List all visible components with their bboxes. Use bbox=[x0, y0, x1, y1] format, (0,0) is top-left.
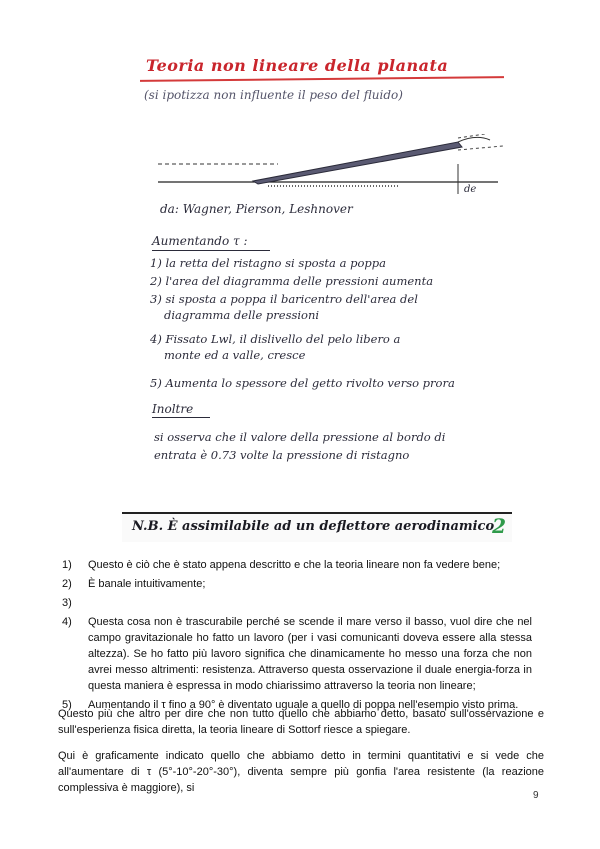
handwritten-item: 5) Aumenta lo spessore del getto rivolto verso prora bbox=[150, 376, 455, 390]
list-text: Questo è ciò che è stato appena descritto e che la teoria lineare non fa vedere bene; bbox=[88, 559, 501, 571]
nb-banner bbox=[122, 512, 512, 542]
page-number: 9 bbox=[533, 790, 539, 801]
nb-number: 2 bbox=[492, 514, 506, 538]
list-number: 1) bbox=[62, 559, 72, 571]
list-text: È banale intuitivamente; bbox=[88, 578, 206, 590]
aumentando-heading: Aumentando τ : bbox=[152, 234, 248, 248]
observation-line: si osserva che il valore della pressione al bordo di bbox=[154, 430, 446, 444]
observation-line: entrata è 0.73 volte la pressione di ristagno bbox=[154, 448, 410, 462]
paragraph: Questo più che altro per dire che non tutto quello che abbiamo detto, basato sull'osservazione e sull'esperienza fisica diretta, la teoria lineare di Sottorf riesce a spiegare. bbox=[58, 708, 544, 736]
paragraph: Qui è graficamente indicato quello che abbiamo detto in termini quantitativi e si vede che all'aumentare di τ (5°-10°-20°-30°), diventa sempre più gonfia l'area resistente (la reazione complessiva è maggiore), si bbox=[58, 750, 544, 794]
handwritten-item: monte ed a valle, cresce bbox=[164, 348, 306, 362]
handwritten-item: 3) si sposta a poppa il baricentro dell'area del bbox=[150, 292, 418, 306]
handwritten-item: 1) la retta del ristagno si sposta a poppa bbox=[150, 256, 386, 270]
nb-text: N.B. È assimilabile ad un deflettore aerodinamico bbox=[132, 519, 495, 534]
list-number: 4) bbox=[62, 616, 72, 628]
handwritten-item: 2) l'area del diagramma delle pressioni aumenta bbox=[150, 274, 434, 288]
list-item bbox=[62, 614, 532, 694]
handwritten-item: 4) Fissato Lwl, il dislivello del pelo libero a bbox=[150, 332, 401, 346]
handwritten-title: Teoria non lineare della planata bbox=[146, 56, 449, 75]
list-number: 2) bbox=[62, 578, 72, 590]
list-item bbox=[62, 557, 532, 573]
numbered-list bbox=[62, 557, 532, 716]
list-item bbox=[62, 595, 532, 611]
aumentando-underline bbox=[152, 250, 270, 251]
list-item bbox=[62, 576, 532, 592]
handwritten-item: diagramma delle pressioni bbox=[164, 308, 320, 322]
list-number: 5) bbox=[62, 699, 72, 711]
list-number: 3) bbox=[62, 597, 72, 609]
handwritten-subtitle: (si ipotizza non influente il peso del fluido) bbox=[144, 88, 403, 102]
inoltre-heading: Inoltre bbox=[152, 402, 194, 416]
inoltre-underline bbox=[152, 417, 210, 418]
list-text bbox=[88, 597, 91, 609]
handwritten-note-scan bbox=[118, 42, 516, 544]
authors-line: da: Wagner, Pierson, Leshnover bbox=[160, 202, 353, 216]
title-underline bbox=[140, 76, 504, 82]
diagram-label: de bbox=[464, 184, 477, 195]
list-text: Questa cosa non è trascurabile perché se scende il mare verso il basso, vuol dire che nel campo gravitazionale ho fatto un lavoro (per i vasi comunicanti doveva essere alla stessa altezza). Se ho fatto più lavoro significa che dinamicamente ho messo una forza che non avrei messo altrimenti: resistenza. Attraverso questa osservazione il duale energia-forza in questa maniera è espressa in modo chiarissimo attraverso la teoria non lineare; bbox=[88, 616, 532, 692]
list-text: Aumentando il τ fino a 90° è diventato uguale a quello di poppa nell'esempio visto prima. bbox=[88, 699, 519, 711]
